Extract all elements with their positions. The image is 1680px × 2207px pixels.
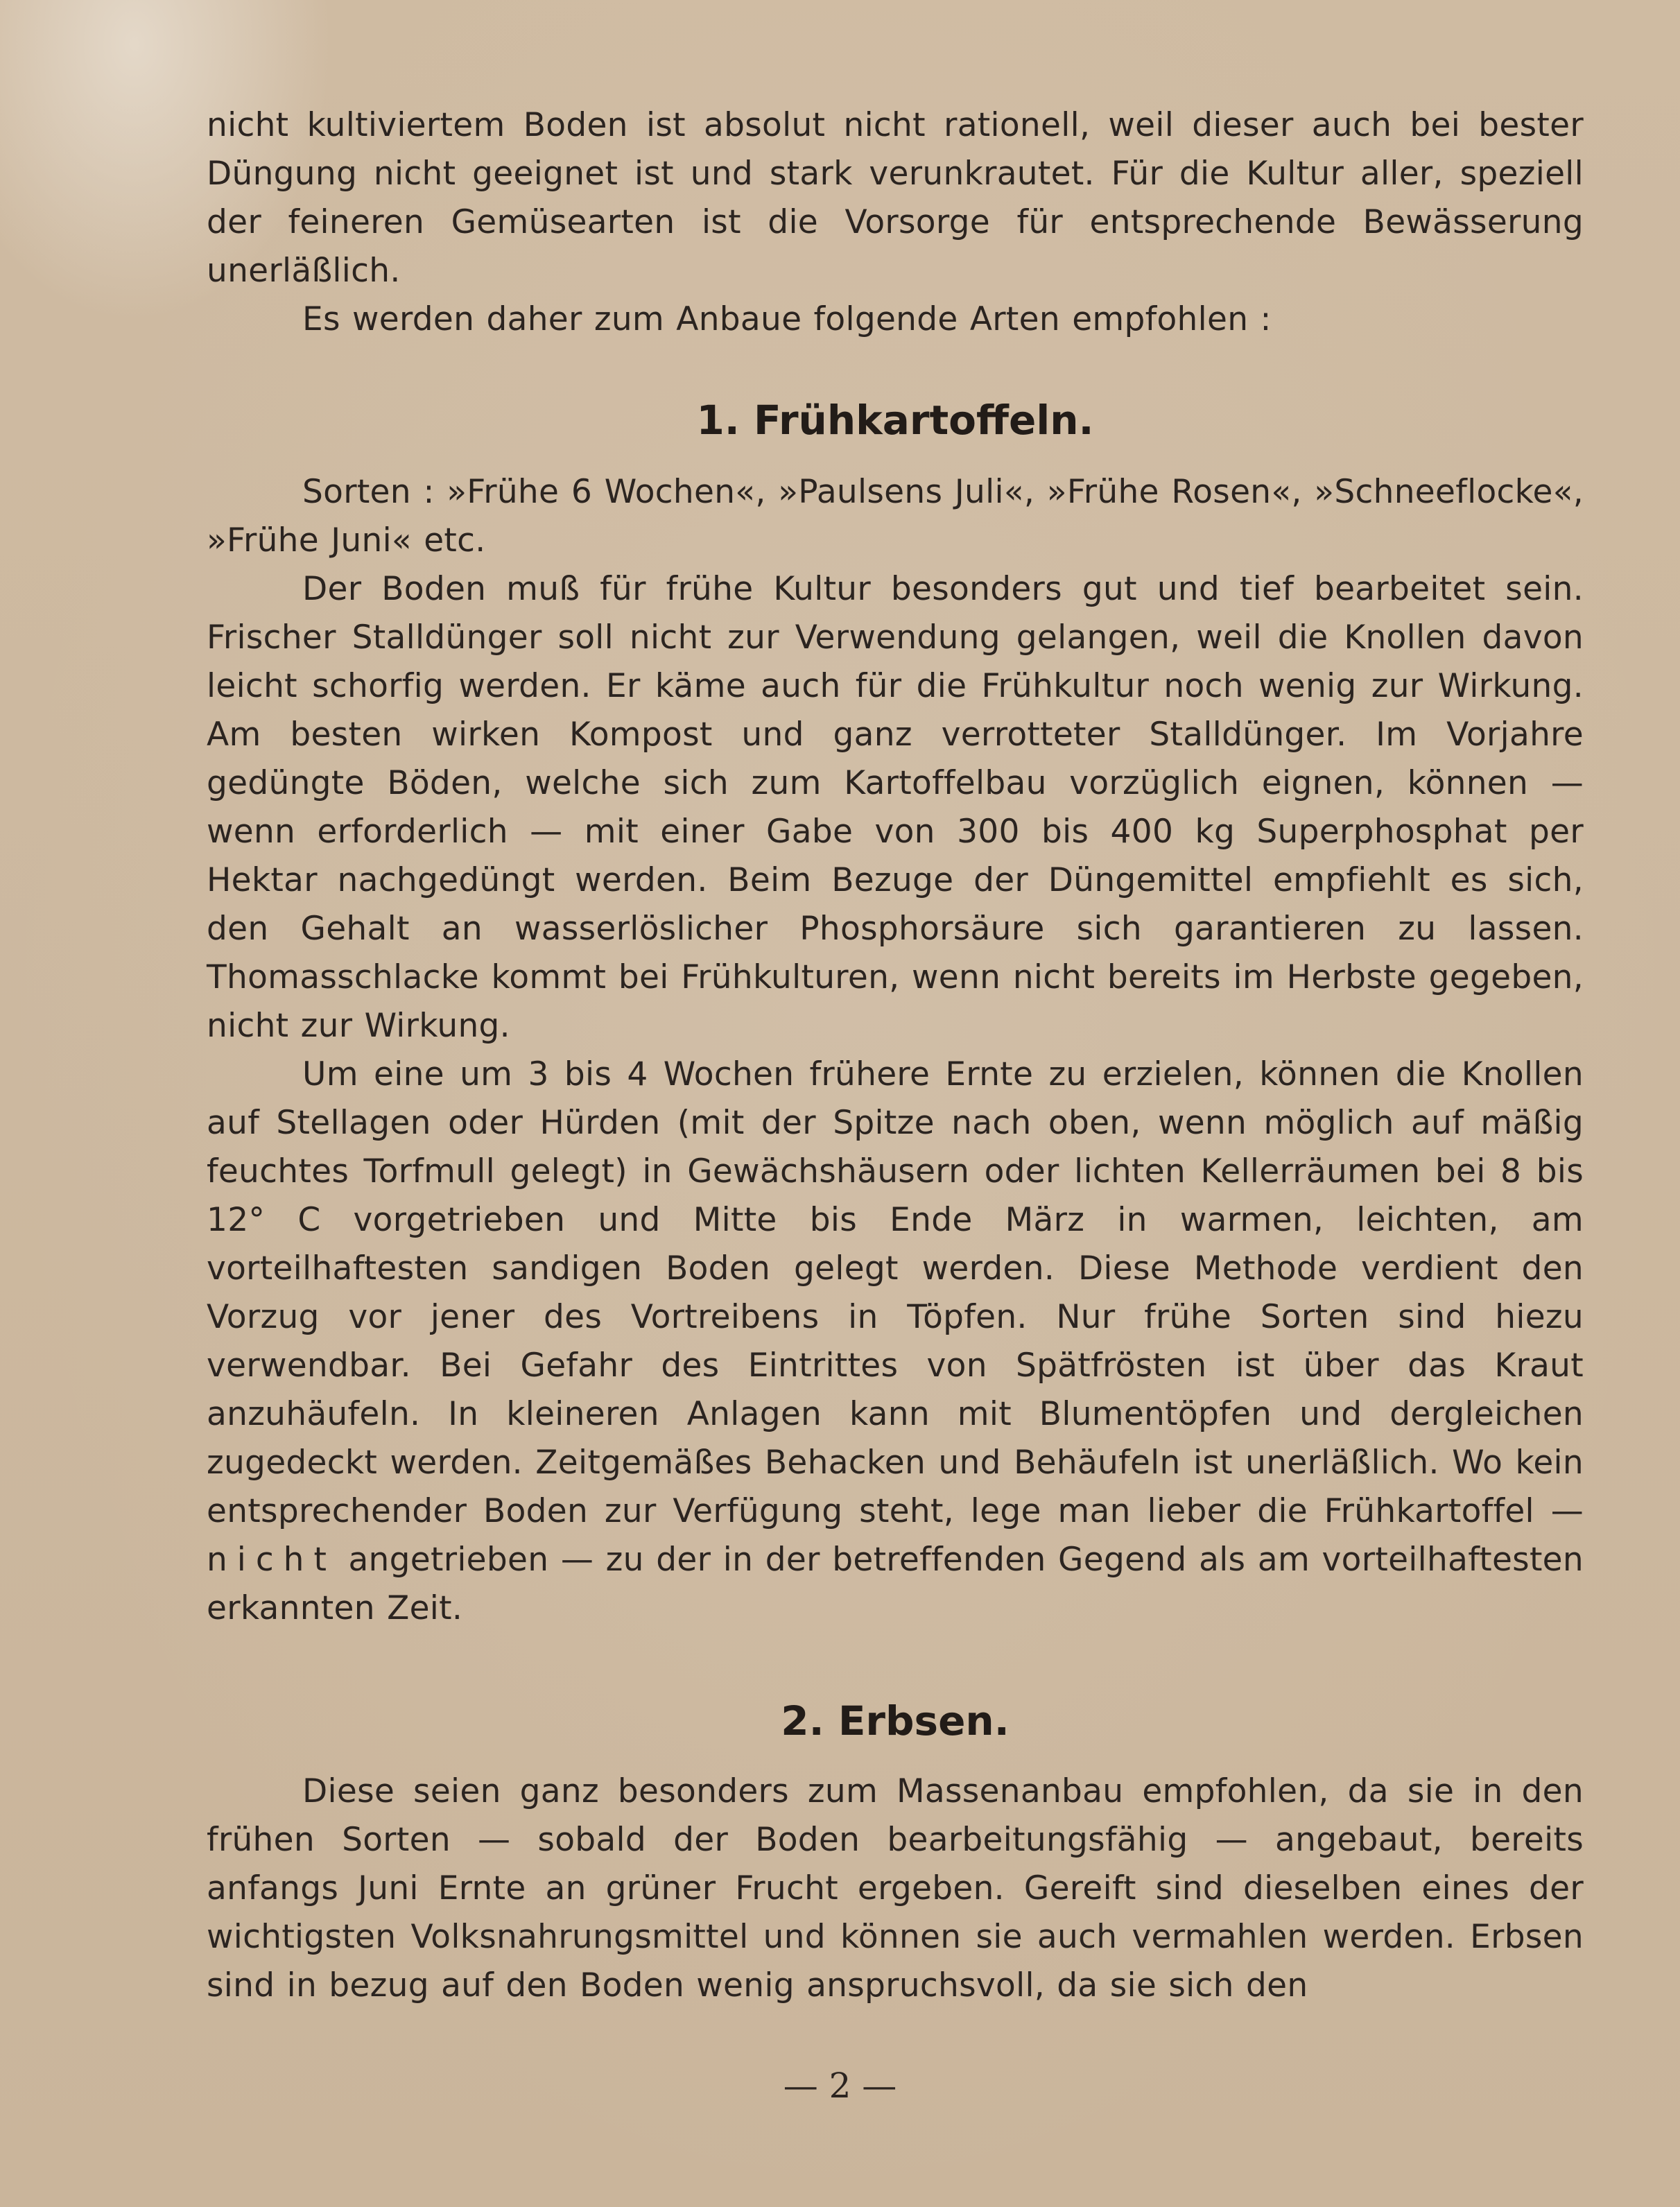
section-fruehkartoffeln-body	[207, 468, 1584, 1633]
page-number: — 2 —	[783, 2066, 897, 2106]
erbsen-paragraph: Diese seien ganz besonders zum Massenanbau empfohlen, da sie in den frühen Sorten — sobald der Boden bearbeitungsfähig — angebaut, bereits anfangs Juni Ernte an grüner Frucht ergeben. Gereift sind dieselben eines der wichtigsten Volksnahrungsmittel und können sie auch vermahlen werden. Erbsen sind in bezug auf den Boden wenig anspruchsvoll, da sie sich den	[207, 1772, 1584, 2005]
section-erbsen-body	[207, 1767, 1584, 2010]
intro-paragraph-2: Es werden daher zum Anbaue folgende Arten empfohlen :	[302, 300, 1272, 338]
soil-paragraph: Der Boden muß für frühe Kultur besonders gut und tief bearbeitet sein. Frischer Stalldünger soll nicht zur Verwendung gelangen, weil die Knollen davon leicht schorfig werden. Er käme auch für die Frühkultur noch wenig zur Wirkung. Am besten wirken Kompost und ganz verrotteter Stalldünger. Im Vorjahre gedüngte Böden, welche sich zum Kartoffelbau vorzüglich eignen, können — wenn erforderlich — mit einer Gabe von 300 bis 400 kg Superphosphat per Hektar nachgedüngt werden. Beim Bezuge der Düngemittel empfiehlt es sich, den Gehalt an wasserlöslicher Phosphorsäure sich garantieren zu lassen. Thomasschlacke kommt bei Frühkulturen, wenn nicht bereits im Herbste gegeben, nicht zur Wirkung.	[207, 570, 1584, 1045]
pregermination-text: Um eine um 3 bis 4 Wochen frühere Ernte zu erzielen, können die Knollen auf Stellagen oder Hürden (mit der Spitze nach oben, wenn möglich auf mäßig feuchtes Torfmull gelegt) in Gewächshäusern oder lichten Kellerräumen bei 8 bis 12° C vorgetrieben und Mitte bis Ende März in warmen, leichten, am vorteilhaftesten sandigen Boden gelegt werden. Diese Methode verdient den Vorzug vor jener des Vortreibens in Töpfen. Nur frühe Sorten sind hiezu verwendbar. Bei Gefahr des Eintrittes von Spätfrösten ist über das Kraut anzuhäufeln. In kleineren Anlagen kann mit Blumentöpfen und dergleichen zugedeckt werden. Zeitgemäßes Behacken und Behäufeln ist unerläßlich. Wo kein entsprechender Boden zur Verfügung steht, lege man lieber die Frühkartoffel —	[207, 1055, 1584, 1530]
pregermination-text-end: angetrieben — zu der in der betreffenden Gegend als am vorteilhaftesten erkannten Zeit.	[207, 1541, 1584, 1627]
section-heading-fruehkartoffeln: 1. Frühkartoffeln.	[696, 397, 1094, 444]
section-heading-erbsen: 2. Erbsen.	[781, 1697, 1010, 1745]
varieties-paragraph: Sorten : »Frühe 6 Wochen«, »Paulsens Juli«, »Frühe Rosen«, »Schneeflocke«, »Frühe Juni« etc.	[207, 473, 1584, 560]
emphasis-spaced-word: nicht	[207, 1541, 336, 1579]
intro-section	[207, 101, 1584, 344]
pregermination-paragraph	[207, 1050, 1584, 1633]
intro-paragraph-1: nicht kultiviertem Boden ist absolut nicht rationell, weil dieser auch bei bester Düngung nicht geeignet ist und stark verunkrautet. Für die Kultur aller, speziell der feineren Gemüsearten ist die Vorsorge für entsprechende Bewässerung unerläßlich.	[207, 106, 1584, 290]
